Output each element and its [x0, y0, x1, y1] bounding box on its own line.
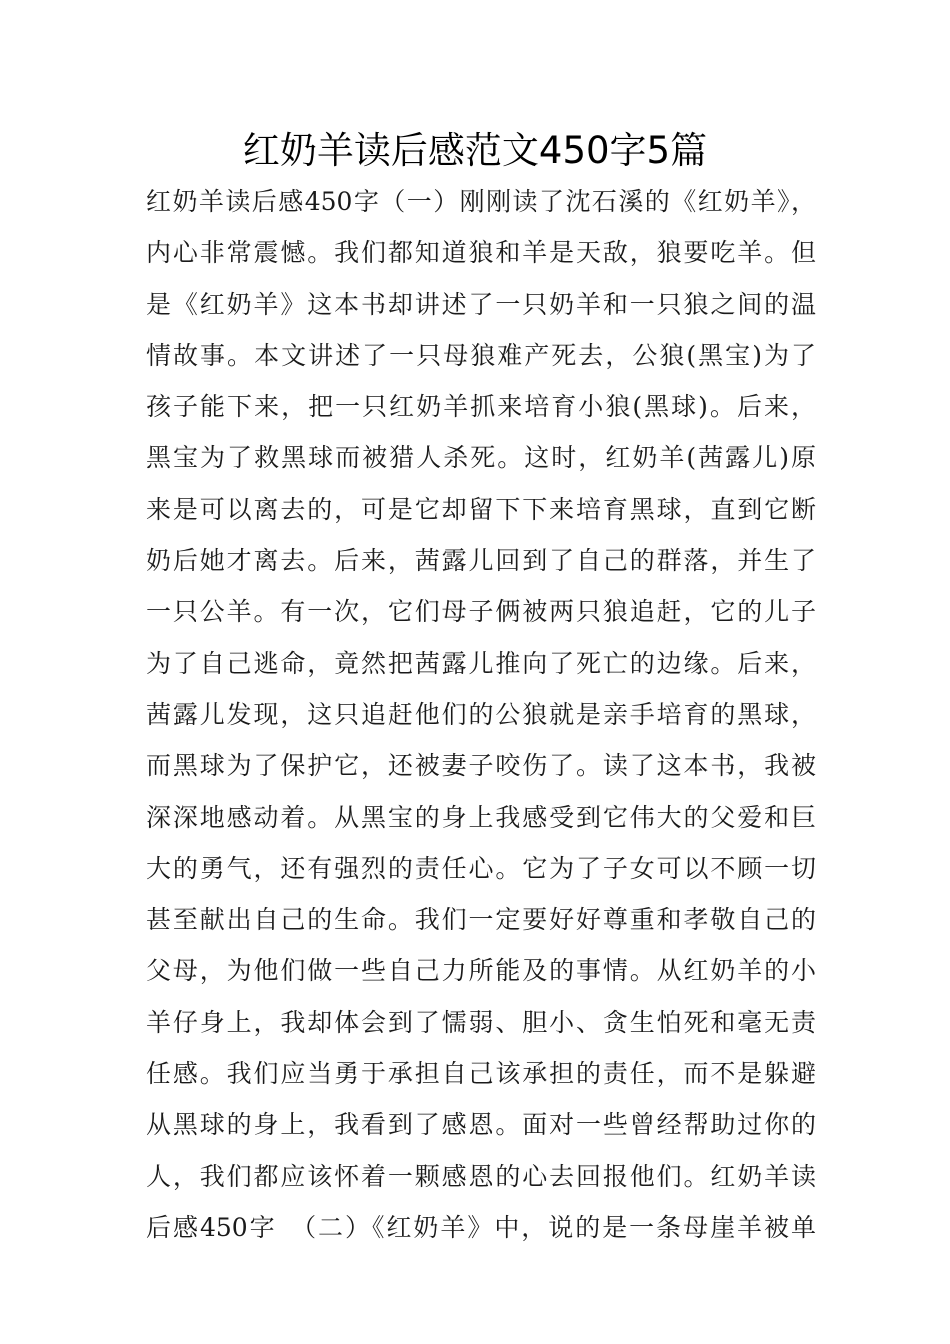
text-line: 父母，为他们做一些自己力所能及的事情。从红奶羊的小: [146, 956, 816, 986]
text-line: 甚至献出自己的生命。我们一定要好好尊重和孝敬自己的: [146, 905, 816, 935]
text-line: 黑宝为了救黑球而被猎人杀死。这时，红奶羊(茜露儿)原: [146, 443, 816, 473]
text-line: 为了自己逃命，竟然把茜露儿推向了死亡的边缘。后来，: [146, 648, 816, 678]
text-line: 红奶羊读后感450字（一）刚刚读了沈石溪的《红奶羊》，: [146, 187, 816, 216]
text-line: 奶后她才离去。后来，茜露儿回到了自己的群落，并生了: [146, 546, 816, 576]
text-line: 孩子能下来，把一只红奶羊抓来培育小狼(黑球)。后来，: [146, 392, 816, 422]
text-line: 人，我们都应该怀着一颗感恩的心去回报他们。红奶羊读: [146, 1161, 816, 1191]
document-body: [146, 176, 816, 1253]
text-line: 后感450字 （二）《红奶羊》中，说的是一条母崖羊被单: [146, 1212, 816, 1242]
text-line: 羊仔身上，我却体会到了懦弱、胆小、贪生怕死和毫无责: [146, 1007, 816, 1037]
text-line: 一只公羊。有一次，它们母子俩被两只狼追赶，它的儿子: [146, 597, 816, 627]
text-line: 茜露儿发现，这只追赶他们的公狼就是亲手培育的黑球，: [146, 699, 816, 729]
text-line: 而黑球为了保护它，还被妻子咬伤了。读了这本书，我被: [146, 751, 816, 781]
text-line: 情故事。本文讲述了一只母狼难产死去，公狼(黑宝)为了: [146, 340, 816, 370]
text-line: 大的勇气，还有强烈的责任心。它为了子女可以不顾一切: [146, 853, 816, 883]
text-line: 任感。我们应当勇于承担自己该承担的责任，而不是躲避: [146, 1059, 816, 1089]
text-line: 从黑球的身上，我看到了感恩。面对一些曾经帮助过你的: [146, 1110, 816, 1140]
text-line: 是《红奶羊》这本书却讲述了一只奶羊和一只狼之间的温: [146, 289, 816, 319]
text-line: 深深地感动着。从黑宝的身上我感受到它伟大的父爱和巨: [146, 802, 816, 832]
text-line: 内心非常震憾。我们都知道狼和羊是天敌，狼要吃羊。但: [146, 238, 816, 268]
text-line: 来是可以离去的，可是它却留下下来培育黑球，直到它断: [146, 494, 816, 524]
document-title: 红奶羊读后感范文450字5篇: [242, 129, 708, 172]
